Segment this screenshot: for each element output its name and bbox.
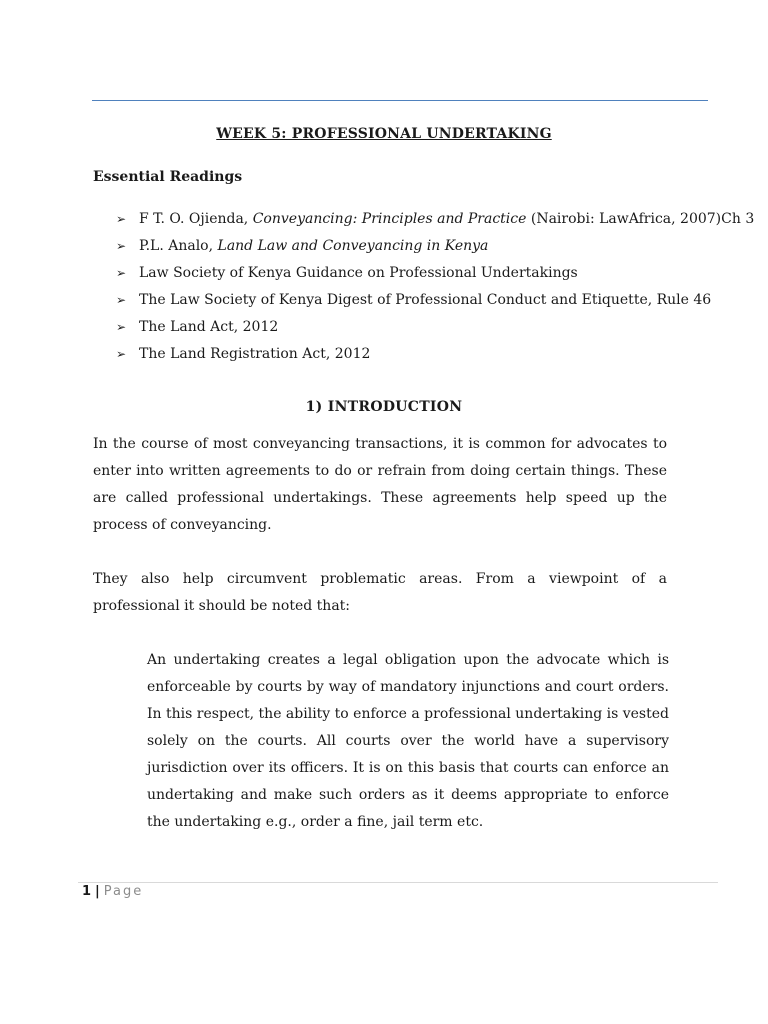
page-number: 1 (82, 884, 92, 899)
viewpoint-paragraph: They also help circumvent problematic areas. From a viewpoint of a professional it should be noted that: (93, 571, 667, 614)
arrow-bullet-icon: ➢ (116, 320, 127, 334)
page-footer (82, 884, 143, 899)
page-title: WEEK 5: PROFESSIONAL UNDERTAKING (216, 126, 552, 142)
essential-readings-heading: Essential Readings (93, 169, 243, 185)
reading-item: ➢ P.L. Analo, Land Law and Conveyancing in Kenya (116, 235, 716, 262)
reading-item: ➢ The Law Society of Kenya Digest of Professional Conduct and Etiquette, Rule 46 (116, 289, 716, 316)
arrow-bullet-icon: ➢ (116, 212, 127, 226)
section-heading-introduction: 1) INTRODUCTION (305, 399, 463, 415)
arrow-bullet-icon: ➢ (116, 347, 127, 361)
page-label: Page (103, 884, 144, 899)
reading-item: ➢ The Land Registration Act, 2012 (116, 343, 716, 370)
arrow-bullet-icon: ➢ (116, 293, 127, 307)
arrow-bullet-icon: ➢ (116, 239, 127, 253)
arrow-bullet-icon: ➢ (116, 266, 127, 280)
readings-list (116, 208, 755, 370)
header-rule (92, 100, 708, 101)
reading-item: ➢ The Land Act, 2012 (116, 316, 716, 343)
footer-rule (78, 882, 718, 883)
reading-item: ➢ Law Society of Kenya Guidance on Professional Undertakings (116, 262, 716, 289)
intro-paragraph: In the course of most conveyancing transactions, it is common for advocates to enter into written agreements to do or refrain from doing certain things. These are called professional undertakings. These agreements help speed up the process of conveyancing. (93, 436, 667, 533)
block-quote: An undertaking creates a legal obligation upon the advocate which is enforceable by courts by way of mandatory injunctions and court orders. In this respect, the ability to enforce a professional undertaking is vested solely on the courts. All courts over the world have a supervisory jurisdiction over its officers. It is on this basis that courts can enforce an undertaking and make such orders as it deems appropriate to enforce the undertaking e.g., order a fine, jail term etc. (147, 652, 669, 830)
reading-item: ➢ F T. O. Ojienda, Conveyancing: Principles and Practice (Nairobi: LawAfrica, 2007)Ch 3 (116, 208, 716, 235)
footer-separator: | (95, 884, 100, 899)
